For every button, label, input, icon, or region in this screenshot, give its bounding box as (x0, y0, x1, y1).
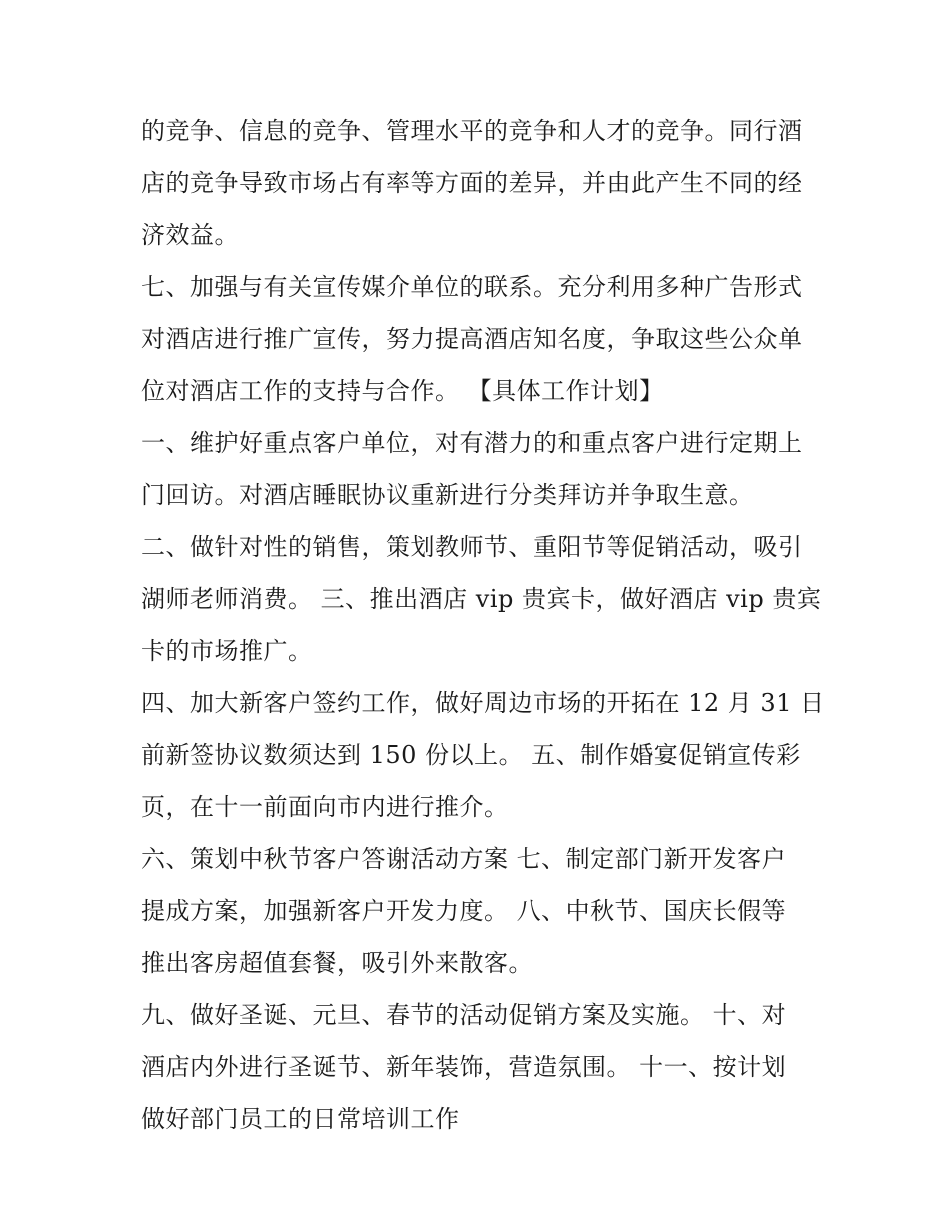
text-line: 六、策划中秋节客户答谢活动方案 七、制定部门新开发客户 (141, 845, 787, 873)
document-body (141, 105, 825, 1145)
text-line: 一、维护好重点客户单位，对有潜力的和重点客户进行定期上 (141, 429, 803, 457)
text-line: 门回访。对酒店睡眠协议重新进行分类拜访并争取生意。 (141, 481, 754, 509)
text-line: 推出客房超值套餐，吸引外来散客。 (141, 949, 533, 977)
text-line: 店的竞争导致市场占有率等方面的差异，并由此产生不同的经 (141, 169, 803, 197)
text-line: 湖师老师消费。 三、推出酒店 vip 贵宾卡，做好酒店 vip 贵宾 (141, 585, 822, 613)
text-line: 的竞争、信息的竞争、管理水平的竞争和人才的竞争。同行酒 (141, 117, 803, 145)
text-line: 对酒店进行推广宣传，努力提高酒店知名度，争取这些公众单 (141, 325, 803, 353)
text-line: 前新签协议数须达到 150 份以上。 五、制作婚宴促销宣传彩 (141, 741, 801, 769)
text-line: 酒店内外进行圣诞节、新年装饰，营造氛围。 十一、按计划 (141, 1053, 787, 1081)
text-line: 做好部门员工的日常培训工作 (141, 1105, 460, 1133)
text-line: 卡的市场推广。 (141, 637, 313, 665)
text-line: 二、做针对性的销售，策划教师节、重阳节等促销活动，吸引 (141, 533, 803, 561)
text-line: 四、加大新客户签约工作，做好周边市场的开拓在 12 月 31 日 (141, 689, 825, 717)
text-line: 济效益。 (141, 221, 239, 249)
text-line: 位对酒店工作的支持与合作。 【具体工作计划】 (141, 377, 664, 405)
text-line: 七、加强与有关宣传媒介单位的联系。充分利用多种广告形式 (141, 273, 803, 301)
text-line: 提成方案，加强新客户开发力度。 八、中秋节、国庆长假等 (141, 897, 787, 925)
text-line: 九、做好圣诞、元旦、春节的活动促销方案及实施。 十、对 (141, 1001, 787, 1029)
text-line: 页，在十一前面向市内进行推介。 (141, 793, 509, 821)
